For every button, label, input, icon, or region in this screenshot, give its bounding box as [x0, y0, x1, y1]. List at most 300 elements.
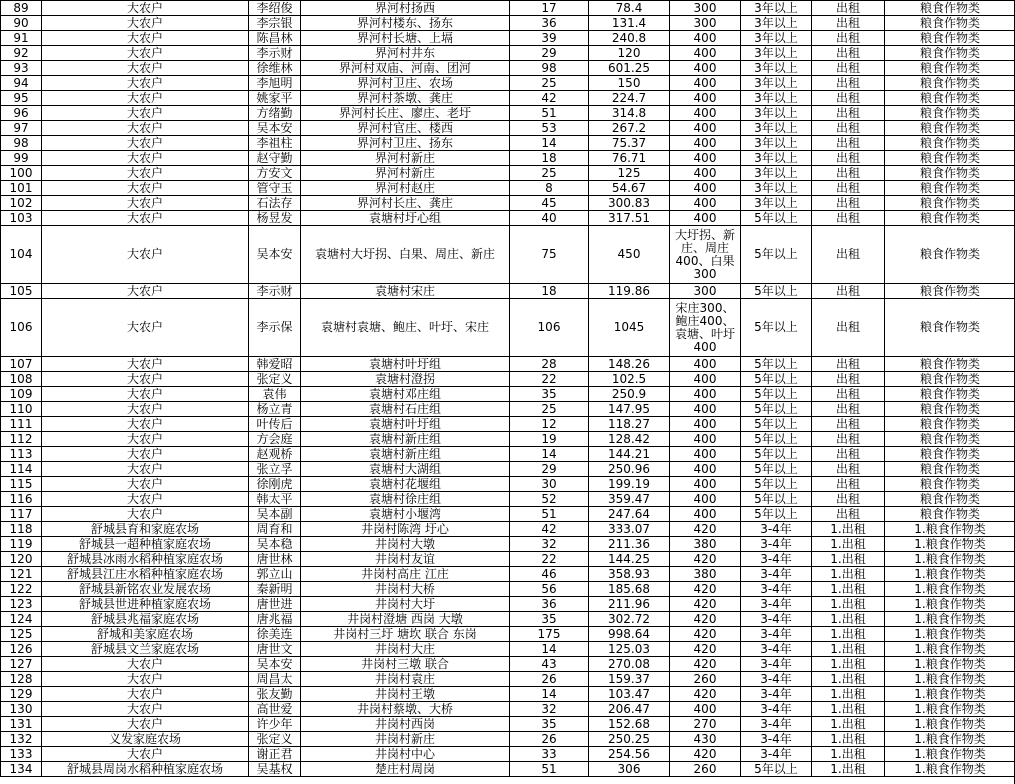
- term-cell[interactable]: 3年以上: [741, 181, 812, 196]
- price-cell[interactable]: 380: [670, 567, 741, 582]
- amount-cell[interactable]: 78.4: [589, 1, 670, 16]
- land-location-cell[interactable]: 袁塘村花堰组: [301, 477, 510, 492]
- row-number-cell[interactable]: 124: [1, 612, 42, 627]
- term-cell[interactable]: 3年以上: [741, 106, 812, 121]
- operator-name-cell[interactable]: 李示财: [249, 46, 301, 61]
- operator-type-cell[interactable]: 大农户: [42, 151, 249, 166]
- transfer-mode-cell[interactable]: 出租: [812, 181, 885, 196]
- row-number-cell[interactable]: 107: [1, 357, 42, 372]
- operator-type-cell[interactable]: 大农户: [42, 717, 249, 732]
- operator-type-cell[interactable]: 大农户: [42, 657, 249, 672]
- land-use-cell[interactable]: 粮食作物类: [885, 492, 1015, 507]
- term-cell[interactable]: 5年以上: [741, 211, 812, 226]
- land-use-cell[interactable]: 1.粮食作物类: [885, 642, 1015, 657]
- operator-name-cell[interactable]: 赵守勤: [249, 151, 301, 166]
- row-number-cell[interactable]: 128: [1, 672, 42, 687]
- area-cell[interactable]: 14: [510, 136, 589, 151]
- operator-name-cell[interactable]: 徐维林: [249, 61, 301, 76]
- operator-type-cell[interactable]: 大农户: [42, 477, 249, 492]
- operator-name-cell[interactable]: 张立孚: [249, 462, 301, 477]
- row-number-cell[interactable]: 102: [1, 196, 42, 211]
- row-number-cell[interactable]: 91: [1, 31, 42, 46]
- operator-name-cell[interactable]: 方安文: [249, 166, 301, 181]
- land-location-cell[interactable]: 袁塘村大湖组: [301, 462, 510, 477]
- operator-type-cell[interactable]: 舒城县育和家庭农场: [42, 522, 249, 537]
- operator-type-cell[interactable]: 舒城县周岗水稻种植家庭农场: [42, 762, 249, 777]
- transfer-mode-cell[interactable]: 出租: [812, 432, 885, 447]
- amount-cell[interactable]: 314.8: [589, 106, 670, 121]
- land-use-cell[interactable]: 粮食作物类: [885, 46, 1015, 61]
- land-location-cell[interactable]: 袁塘村邓庄组: [301, 387, 510, 402]
- row-number-cell[interactable]: 118: [1, 522, 42, 537]
- land-use-cell[interactable]: 1.粮食作物类: [885, 657, 1015, 672]
- area-cell[interactable]: 12: [510, 417, 589, 432]
- price-cell[interactable]: 420: [670, 612, 741, 627]
- price-cell[interactable]: 300: [670, 1, 741, 16]
- row-number-cell[interactable]: 127: [1, 657, 42, 672]
- term-cell[interactable]: 5年以上: [741, 284, 812, 299]
- land-use-cell[interactable]: 1.粮食作物类: [885, 717, 1015, 732]
- term-cell[interactable]: 3-4年: [741, 717, 812, 732]
- operator-name-cell[interactable]: 吴本安: [249, 121, 301, 136]
- amount-cell[interactable]: 1045: [589, 299, 670, 357]
- land-location-cell[interactable]: 界河村卫庄、扬东: [301, 136, 510, 151]
- area-cell[interactable]: 51: [510, 507, 589, 522]
- land-location-cell[interactable]: 袁塘村澄拐: [301, 372, 510, 387]
- operator-type-cell[interactable]: 大农户: [42, 299, 249, 357]
- amount-cell[interactable]: 152.68: [589, 717, 670, 732]
- price-cell[interactable]: 420: [670, 627, 741, 642]
- operator-name-cell[interactable]: 李宗银: [249, 16, 301, 31]
- transfer-mode-cell[interactable]: 出租: [812, 357, 885, 372]
- term-cell[interactable]: 5年以上: [741, 507, 812, 522]
- land-use-cell[interactable]: 1.粮食作物类: [885, 672, 1015, 687]
- transfer-mode-cell[interactable]: 1.出租: [812, 657, 885, 672]
- row-number-cell[interactable]: 100: [1, 166, 42, 181]
- land-location-cell[interactable]: 井岗村澄塘 西岗 大墩: [301, 612, 510, 627]
- price-cell[interactable]: 400: [670, 447, 741, 462]
- area-cell[interactable]: 14: [510, 687, 589, 702]
- term-cell[interactable]: 5年以上: [741, 477, 812, 492]
- transfer-mode-cell[interactable]: 出租: [812, 91, 885, 106]
- price-cell[interactable]: 270: [670, 717, 741, 732]
- operator-name-cell[interactable]: 吴本副: [249, 507, 301, 522]
- transfer-mode-cell[interactable]: 出租: [812, 61, 885, 76]
- land-use-cell[interactable]: 粮食作物类: [885, 417, 1015, 432]
- amount-cell[interactable]: 247.64: [589, 507, 670, 522]
- land-use-cell[interactable]: 粮食作物类: [885, 372, 1015, 387]
- area-cell[interactable]: 22: [510, 552, 589, 567]
- land-use-cell[interactable]: 粮食作物类: [885, 76, 1015, 91]
- row-number-cell[interactable]: 99: [1, 151, 42, 166]
- transfer-mode-cell[interactable]: 出租: [812, 462, 885, 477]
- operator-name-cell[interactable]: 张定义: [249, 372, 301, 387]
- row-number-cell[interactable]: 133: [1, 747, 42, 762]
- row-number-cell[interactable]: 125: [1, 627, 42, 642]
- land-location-cell[interactable]: 界河村井东: [301, 46, 510, 61]
- land-location-cell[interactable]: 井岗村友谊: [301, 552, 510, 567]
- area-cell[interactable]: 46: [510, 567, 589, 582]
- row-number-cell[interactable]: 95: [1, 91, 42, 106]
- row-number-cell[interactable]: 103: [1, 211, 42, 226]
- term-cell[interactable]: 5年以上: [741, 299, 812, 357]
- land-use-cell[interactable]: 粮食作物类: [885, 447, 1015, 462]
- row-number-cell[interactable]: 115: [1, 477, 42, 492]
- row-number-cell[interactable]: 112: [1, 432, 42, 447]
- land-use-cell[interactable]: 1.粮食作物类: [885, 567, 1015, 582]
- term-cell[interactable]: 3-4年: [741, 672, 812, 687]
- row-number-cell[interactable]: 119: [1, 537, 42, 552]
- operator-type-cell[interactable]: 大农户: [42, 91, 249, 106]
- operator-name-cell[interactable]: 陈昌林: [249, 31, 301, 46]
- land-location-cell[interactable]: 袁塘村小堰湾: [301, 507, 510, 522]
- area-cell[interactable]: 26: [510, 732, 589, 747]
- land-use-cell[interactable]: 粮食作物类: [885, 1, 1015, 16]
- row-number-cell[interactable]: 93: [1, 61, 42, 76]
- land-use-cell[interactable]: 粮食作物类: [885, 106, 1015, 121]
- row-number-cell[interactable]: 96: [1, 106, 42, 121]
- operator-name-cell[interactable]: 杨昱发: [249, 211, 301, 226]
- term-cell[interactable]: 3年以上: [741, 76, 812, 91]
- term-cell[interactable]: 5年以上: [741, 762, 812, 777]
- operator-name-cell[interactable]: 唐兆福: [249, 612, 301, 627]
- land-location-cell[interactable]: 界河村扬西: [301, 1, 510, 16]
- operator-name-cell[interactable]: 石法存: [249, 196, 301, 211]
- row-number-cell[interactable]: 113: [1, 447, 42, 462]
- transfer-mode-cell[interactable]: 出租: [812, 226, 885, 284]
- row-number-cell[interactable]: 130: [1, 702, 42, 717]
- term-cell[interactable]: 3-4年: [741, 657, 812, 672]
- transfer-mode-cell[interactable]: 1.出租: [812, 582, 885, 597]
- amount-cell[interactable]: 144.21: [589, 447, 670, 462]
- amount-cell[interactable]: 267.2: [589, 121, 670, 136]
- land-location-cell[interactable]: 袁塘村新庄组: [301, 447, 510, 462]
- land-use-cell[interactable]: 1.粮食作物类: [885, 537, 1015, 552]
- operator-type-cell[interactable]: 大农户: [42, 687, 249, 702]
- land-location-cell[interactable]: 界河村官庄、楼西: [301, 121, 510, 136]
- price-cell[interactable]: 420: [670, 597, 741, 612]
- area-cell[interactable]: 106: [510, 299, 589, 357]
- land-location-cell[interactable]: 井岗村蔡墩、大桥: [301, 702, 510, 717]
- operator-name-cell[interactable]: 唐世文: [249, 642, 301, 657]
- operator-type-cell[interactable]: 大农户: [42, 417, 249, 432]
- operator-name-cell[interactable]: 秦新明: [249, 582, 301, 597]
- operator-name-cell[interactable]: 周育和: [249, 522, 301, 537]
- operator-name-cell[interactable]: 方会庭: [249, 432, 301, 447]
- transfer-mode-cell[interactable]: 出租: [812, 372, 885, 387]
- amount-cell[interactable]: 76.71: [589, 151, 670, 166]
- area-cell[interactable]: 33: [510, 747, 589, 762]
- transfer-mode-cell[interactable]: 出租: [812, 492, 885, 507]
- term-cell[interactable]: 3年以上: [741, 16, 812, 31]
- transfer-mode-cell[interactable]: 1.出租: [812, 642, 885, 657]
- land-use-cell[interactable]: 粮食作物类: [885, 136, 1015, 151]
- operator-name-cell[interactable]: 吴本稳: [249, 537, 301, 552]
- operator-type-cell[interactable]: 大农户: [42, 702, 249, 717]
- term-cell[interactable]: 5年以上: [741, 402, 812, 417]
- transfer-mode-cell[interactable]: 1.出租: [812, 552, 885, 567]
- area-cell[interactable]: 75: [510, 226, 589, 284]
- transfer-mode-cell[interactable]: 1.出租: [812, 597, 885, 612]
- area-cell[interactable]: 51: [510, 106, 589, 121]
- price-cell[interactable]: 260: [670, 762, 741, 777]
- land-use-cell[interactable]: 1.粮食作物类: [885, 702, 1015, 717]
- row-number-cell[interactable]: 116: [1, 492, 42, 507]
- land-location-cell[interactable]: 井岗村大庄: [301, 642, 510, 657]
- operator-type-cell[interactable]: 大农户: [42, 121, 249, 136]
- transfer-mode-cell[interactable]: 出租: [812, 196, 885, 211]
- price-cell[interactable]: 400: [670, 432, 741, 447]
- land-use-cell[interactable]: 1.粮食作物类: [885, 762, 1015, 777]
- land-location-cell[interactable]: 井岗村王墩: [301, 687, 510, 702]
- transfer-mode-cell[interactable]: 出租: [812, 387, 885, 402]
- land-location-cell[interactable]: 井岗村三圩 塘坎 联合 东岗: [301, 627, 510, 642]
- price-cell[interactable]: 400: [670, 136, 741, 151]
- area-cell[interactable]: 39: [510, 31, 589, 46]
- price-cell[interactable]: 400: [670, 462, 741, 477]
- land-location-cell[interactable]: 界河村卫庄、农场: [301, 76, 510, 91]
- transfer-mode-cell[interactable]: 出租: [812, 402, 885, 417]
- row-number-cell[interactable]: 134: [1, 762, 42, 777]
- transfer-mode-cell[interactable]: 出租: [812, 166, 885, 181]
- land-use-cell[interactable]: 粮食作物类: [885, 211, 1015, 226]
- area-cell[interactable]: 35: [510, 612, 589, 627]
- term-cell[interactable]: 3-4年: [741, 612, 812, 627]
- term-cell[interactable]: 3年以上: [741, 136, 812, 151]
- term-cell[interactable]: 3-4年: [741, 522, 812, 537]
- transfer-mode-cell[interactable]: 1.出租: [812, 537, 885, 552]
- land-location-cell[interactable]: 界河村赵庄: [301, 181, 510, 196]
- amount-cell[interactable]: 147.95: [589, 402, 670, 417]
- operator-name-cell[interactable]: 徐刚虎: [249, 477, 301, 492]
- operator-type-cell[interactable]: 大农户: [42, 462, 249, 477]
- price-cell[interactable]: 400: [670, 492, 741, 507]
- term-cell[interactable]: 3-4年: [741, 552, 812, 567]
- term-cell[interactable]: 3-4年: [741, 582, 812, 597]
- row-number-cell[interactable]: 94: [1, 76, 42, 91]
- land-location-cell[interactable]: 井岗村大桥: [301, 582, 510, 597]
- amount-cell[interactable]: 224.7: [589, 91, 670, 106]
- land-location-cell[interactable]: 井岗村大墩: [301, 537, 510, 552]
- operator-type-cell[interactable]: 大农户: [42, 136, 249, 151]
- row-number-cell[interactable]: 92: [1, 46, 42, 61]
- price-cell[interactable]: 420: [670, 657, 741, 672]
- operator-type-cell[interactable]: 舒城县世进种植家庭农场: [42, 597, 249, 612]
- operator-type-cell[interactable]: 大农户: [42, 672, 249, 687]
- area-cell[interactable]: 25: [510, 166, 589, 181]
- term-cell[interactable]: 3年以上: [741, 61, 812, 76]
- term-cell[interactable]: 3年以上: [741, 46, 812, 61]
- price-cell[interactable]: 400: [670, 417, 741, 432]
- amount-cell[interactable]: 359.47: [589, 492, 670, 507]
- area-cell[interactable]: 26: [510, 672, 589, 687]
- term-cell[interactable]: 3-4年: [741, 732, 812, 747]
- area-cell[interactable]: 35: [510, 717, 589, 732]
- land-use-cell[interactable]: 粮食作物类: [885, 432, 1015, 447]
- operator-type-cell[interactable]: 舒城县兆福家庭农场: [42, 612, 249, 627]
- row-number-cell[interactable]: 120: [1, 552, 42, 567]
- operator-type-cell[interactable]: 大农户: [42, 387, 249, 402]
- land-use-cell[interactable]: 1.粮食作物类: [885, 597, 1015, 612]
- price-cell[interactable]: 400: [670, 387, 741, 402]
- price-cell[interactable]: 420: [670, 582, 741, 597]
- price-cell[interactable]: 400: [670, 402, 741, 417]
- row-number-cell[interactable]: 106: [1, 299, 42, 357]
- area-cell[interactable]: 32: [510, 537, 589, 552]
- operator-name-cell[interactable]: 徐美连: [249, 627, 301, 642]
- area-cell[interactable]: 51: [510, 762, 589, 777]
- area-cell[interactable]: 52: [510, 492, 589, 507]
- term-cell[interactable]: 5年以上: [741, 226, 812, 284]
- area-cell[interactable]: 42: [510, 522, 589, 537]
- operator-type-cell[interactable]: 大农户: [42, 1, 249, 16]
- area-cell[interactable]: 14: [510, 447, 589, 462]
- term-cell[interactable]: 5年以上: [741, 492, 812, 507]
- land-location-cell[interactable]: 界河村长庄、龚庄: [301, 196, 510, 211]
- price-cell[interactable]: 大圩拐、新庄、周庄400、白果300: [670, 226, 741, 284]
- land-use-cell[interactable]: 1.粮食作物类: [885, 627, 1015, 642]
- operator-type-cell[interactable]: 大农户: [42, 357, 249, 372]
- amount-cell[interactable]: 125: [589, 166, 670, 181]
- amount-cell[interactable]: 131.4: [589, 16, 670, 31]
- land-use-cell[interactable]: 粮食作物类: [885, 477, 1015, 492]
- land-location-cell[interactable]: 袁塘村叶圩组: [301, 357, 510, 372]
- area-cell[interactable]: 53: [510, 121, 589, 136]
- amount-cell[interactable]: 144.25: [589, 552, 670, 567]
- land-location-cell[interactable]: 楚庄村周岗: [301, 762, 510, 777]
- transfer-mode-cell[interactable]: 出租: [812, 46, 885, 61]
- area-cell[interactable]: 30: [510, 477, 589, 492]
- land-location-cell[interactable]: 井岗村陈湾 圩心: [301, 522, 510, 537]
- operator-type-cell[interactable]: 义发家庭农场: [42, 732, 249, 747]
- land-use-cell[interactable]: 粮食作物类: [885, 284, 1015, 299]
- operator-name-cell[interactable]: 吴本安: [249, 226, 301, 284]
- operator-type-cell[interactable]: 大农户: [42, 507, 249, 522]
- term-cell[interactable]: 3-4年: [741, 747, 812, 762]
- area-cell[interactable]: 98: [510, 61, 589, 76]
- amount-cell[interactable]: 199.19: [589, 477, 670, 492]
- land-location-cell[interactable]: 界河村长庄、廖庄、老圩: [301, 106, 510, 121]
- row-number-cell[interactable]: 108: [1, 372, 42, 387]
- operator-type-cell[interactable]: 大农户: [42, 76, 249, 91]
- land-use-cell[interactable]: 粮食作物类: [885, 299, 1015, 357]
- price-cell[interactable]: 400: [670, 357, 741, 372]
- amount-cell[interactable]: 306: [589, 762, 670, 777]
- operator-name-cell[interactable]: 谢正君: [249, 747, 301, 762]
- term-cell[interactable]: 5年以上: [741, 357, 812, 372]
- amount-cell[interactable]: 250.25: [589, 732, 670, 747]
- operator-name-cell[interactable]: 许少年: [249, 717, 301, 732]
- operator-type-cell[interactable]: 大农户: [42, 181, 249, 196]
- operator-name-cell[interactable]: 袁伟: [249, 387, 301, 402]
- area-cell[interactable]: 36: [510, 597, 589, 612]
- row-number-cell[interactable]: 104: [1, 226, 42, 284]
- transfer-mode-cell[interactable]: 1.出租: [812, 732, 885, 747]
- price-cell[interactable]: 400: [670, 61, 741, 76]
- land-location-cell[interactable]: 界河村新庄: [301, 166, 510, 181]
- operator-name-cell[interactable]: 管守玉: [249, 181, 301, 196]
- transfer-mode-cell[interactable]: 出租: [812, 106, 885, 121]
- transfer-mode-cell[interactable]: 1.出租: [812, 717, 885, 732]
- area-cell[interactable]: 29: [510, 462, 589, 477]
- term-cell[interactable]: 5年以上: [741, 417, 812, 432]
- operator-name-cell[interactable]: 唐世林: [249, 552, 301, 567]
- operator-type-cell[interactable]: 舒城县冰雨水稻种植家庭农场: [42, 552, 249, 567]
- price-cell[interactable]: 400: [670, 477, 741, 492]
- amount-cell[interactable]: 998.64: [589, 627, 670, 642]
- price-cell[interactable]: 420: [670, 522, 741, 537]
- amount-cell[interactable]: 128.42: [589, 432, 670, 447]
- transfer-mode-cell[interactable]: 1.出租: [812, 762, 885, 777]
- land-location-cell[interactable]: 井岗村高庄 江庄: [301, 567, 510, 582]
- land-location-cell[interactable]: 井岗村三墩 联合: [301, 657, 510, 672]
- amount-cell[interactable]: 450: [589, 226, 670, 284]
- land-location-cell[interactable]: 袁塘村叶圩组: [301, 417, 510, 432]
- price-cell[interactable]: 400: [670, 121, 741, 136]
- price-cell[interactable]: 420: [670, 747, 741, 762]
- operator-type-cell[interactable]: 大农户: [42, 492, 249, 507]
- area-cell[interactable]: 22: [510, 372, 589, 387]
- amount-cell[interactable]: 317.51: [589, 211, 670, 226]
- area-cell[interactable]: 14: [510, 642, 589, 657]
- land-use-cell[interactable]: 粮食作物类: [885, 226, 1015, 284]
- area-cell[interactable]: 17: [510, 1, 589, 16]
- price-cell[interactable]: 400: [670, 106, 741, 121]
- land-location-cell[interactable]: 井岗村大圩: [301, 597, 510, 612]
- row-number-cell[interactable]: 129: [1, 687, 42, 702]
- amount-cell[interactable]: 103.47: [589, 687, 670, 702]
- row-number-cell[interactable]: 122: [1, 582, 42, 597]
- land-location-cell[interactable]: 袁塘村袁塘、鲍庄、叶圩、宋庄: [301, 299, 510, 357]
- amount-cell[interactable]: 300.83: [589, 196, 670, 211]
- transfer-mode-cell[interactable]: 1.出租: [812, 612, 885, 627]
- row-number-cell[interactable]: 105: [1, 284, 42, 299]
- land-location-cell[interactable]: 袁塘村圩心组: [301, 211, 510, 226]
- price-cell[interactable]: 300: [670, 16, 741, 31]
- term-cell[interactable]: 3年以上: [741, 151, 812, 166]
- price-cell[interactable]: 380: [670, 537, 741, 552]
- operator-name-cell[interactable]: 吴本安: [249, 657, 301, 672]
- land-location-cell[interactable]: 井岗村新庄: [301, 732, 510, 747]
- amount-cell[interactable]: 254.56: [589, 747, 670, 762]
- price-cell[interactable]: 420: [670, 687, 741, 702]
- area-cell[interactable]: 18: [510, 151, 589, 166]
- row-number-cell[interactable]: 132: [1, 732, 42, 747]
- amount-cell[interactable]: 148.26: [589, 357, 670, 372]
- term-cell[interactable]: 3年以上: [741, 31, 812, 46]
- term-cell[interactable]: 5年以上: [741, 372, 812, 387]
- amount-cell[interactable]: 250.9: [589, 387, 670, 402]
- land-use-cell[interactable]: 粮食作物类: [885, 16, 1015, 31]
- price-cell[interactable]: 400: [670, 181, 741, 196]
- operator-type-cell[interactable]: 大农户: [42, 16, 249, 31]
- transfer-mode-cell[interactable]: 出租: [812, 16, 885, 31]
- operator-type-cell[interactable]: 大农户: [42, 747, 249, 762]
- operator-type-cell[interactable]: 舒城县一超种植家庭农场: [42, 537, 249, 552]
- operator-name-cell[interactable]: 方绪勤: [249, 106, 301, 121]
- transfer-mode-cell[interactable]: 出租: [812, 76, 885, 91]
- row-number-cell[interactable]: 90: [1, 16, 42, 31]
- area-cell[interactable]: 19: [510, 432, 589, 447]
- amount-cell[interactable]: 185.68: [589, 582, 670, 597]
- operator-type-cell[interactable]: 大农户: [42, 372, 249, 387]
- operator-type-cell[interactable]: 大农户: [42, 447, 249, 462]
- amount-cell[interactable]: 333.07: [589, 522, 670, 537]
- operator-name-cell[interactable]: 吴基权: [249, 762, 301, 777]
- amount-cell[interactable]: 118.27: [589, 417, 670, 432]
- transfer-mode-cell[interactable]: 出租: [812, 1, 885, 16]
- operator-type-cell[interactable]: 大农户: [42, 432, 249, 447]
